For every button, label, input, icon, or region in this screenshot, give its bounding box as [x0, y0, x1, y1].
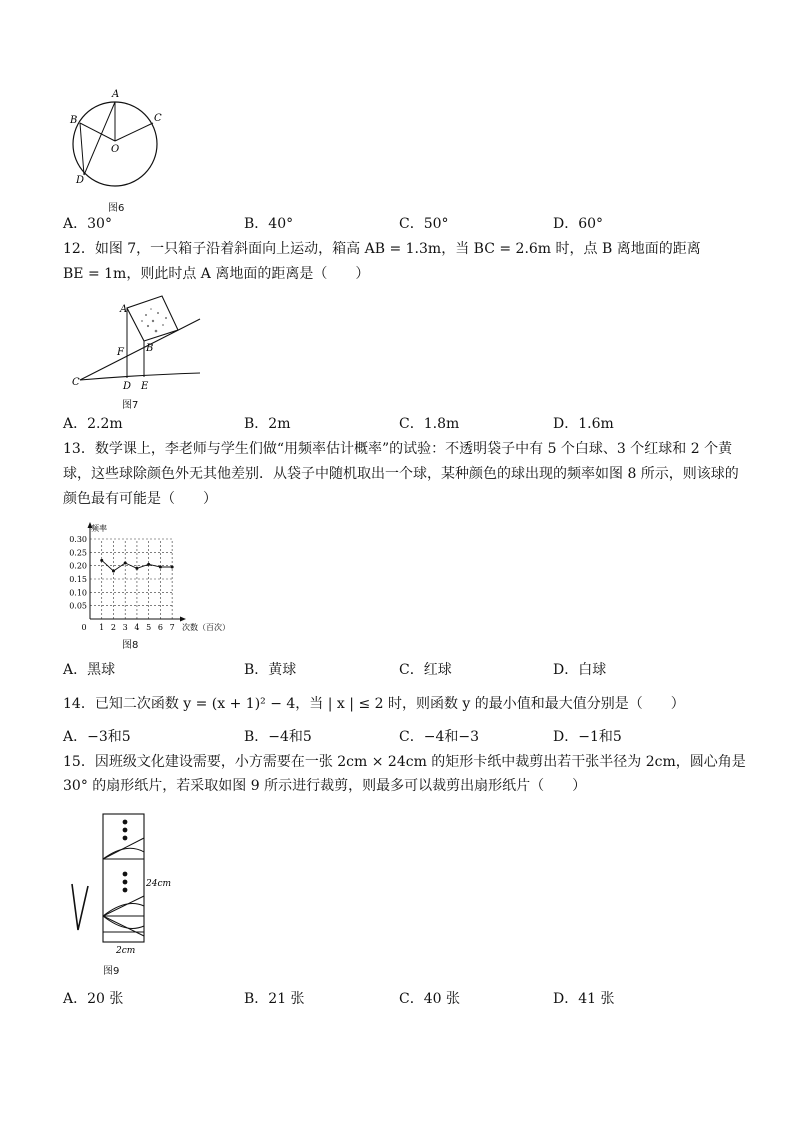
- fig9-caption: 图9: [103, 966, 120, 977]
- q12-option-b[interactable]: B．2m: [244, 416, 291, 432]
- q15-option-b[interactable]: B．21 张: [244, 991, 305, 1007]
- chart-y-tick-label: 0.15: [69, 575, 87, 584]
- q12-option-d[interactable]: D．1.6m: [553, 416, 614, 432]
- q11-option-c[interactable]: C．50°: [399, 216, 449, 232]
- q14-option-a[interactable]: A．−3和5: [63, 729, 131, 745]
- fig6-caption: 图6: [108, 203, 125, 214]
- q14-text: 14．已知二次函数 y = (x + 1)² − 4，当 | x | ≤ 2 时，则函数 y 的最小值和最大值分别是（ ）: [63, 696, 685, 712]
- fig7-label-f: F: [117, 347, 124, 358]
- chart-data-point: [135, 567, 138, 570]
- q13-option-b[interactable]: B．黄球: [244, 662, 297, 678]
- q13-text-line2: 球，这些球除颜色外无其他差别．从袋子中随机取出一个球，某种颜色的球出现的频率如图 8 所示，则该球的: [63, 466, 739, 482]
- chart-data-point: [159, 566, 162, 569]
- fig9-label-height: 24cm: [146, 879, 172, 889]
- q14-option-d[interactable]: D．−1和5: [553, 729, 622, 745]
- figure-7-slope-box: [68, 293, 208, 403]
- q13-option-a[interactable]: A．黑球: [63, 662, 116, 678]
- figure-8-frequency-chart: [60, 522, 250, 637]
- figure-9-card-cutting: [68, 812, 188, 972]
- chart-x-tick-label: 0: [81, 623, 87, 632]
- chart-y-tick-label: 0.10: [69, 588, 87, 598]
- fig7-caption: 图7: [122, 400, 139, 411]
- fig7-label-a: A: [120, 304, 128, 315]
- q12-text-line2: BE = 1m，则此时点 A 离地面的距离是（ ）: [63, 266, 370, 282]
- chart-x-tick-label: 6: [157, 623, 163, 632]
- fig9-label-width: 2cm: [116, 946, 136, 956]
- q14-option-b[interactable]: B．−4和5: [244, 729, 312, 745]
- q12-option-c[interactable]: C．1.8m: [399, 416, 460, 432]
- chart-data-point: [147, 563, 150, 566]
- chart-x-tick-label: 2: [110, 623, 117, 632]
- chart-y-tick-label: 0.30: [69, 535, 87, 544]
- q15-option-a[interactable]: A．20 张: [63, 991, 124, 1007]
- fig6-label-d: D: [76, 175, 85, 186]
- q13-text-line1: 13．数学课上，李老师与学生们做“用频率估计概率”的试验：不透明袋子中有 5 个白球、3 个红球和 2 个黄: [63, 441, 733, 457]
- fig7-label-e: E: [141, 381, 149, 392]
- fig7-label-d: D: [123, 381, 132, 392]
- figure-6-circle: [60, 85, 170, 205]
- q13-text-line3: 颜色最有可能是（ ）: [63, 491, 217, 507]
- q15-text-line1: 15．因班级文化建设需要，小方需要在一张 2cm × 24cm 的矩形卡纸中裁剪出若干张半径为 2cm，圆心角是: [63, 754, 746, 770]
- q15-option-d[interactable]: D．41 张: [553, 991, 615, 1007]
- chart-data-point: [124, 562, 127, 565]
- fig6-label-a: A: [112, 89, 120, 100]
- chart-data-point: [171, 566, 174, 569]
- chart-y-tick-label: 0.20: [69, 561, 87, 571]
- fig6-label-o: O: [111, 144, 120, 155]
- chart-x-tick-label: 1: [99, 623, 105, 632]
- q11-option-d[interactable]: D．60°: [553, 216, 604, 232]
- chart-x-tick-label: 7: [169, 623, 175, 632]
- q15-text-line2: 30° 的扇形纸片，若采取如图 9 所示进行裁剪，则最多可以裁剪出扇形纸片（ ）: [63, 778, 587, 794]
- q12-option-a[interactable]: A．2.2m: [63, 416, 123, 432]
- q13-option-d[interactable]: D．白球: [553, 662, 607, 678]
- fig6-label-c: C: [154, 113, 162, 124]
- chart-data-point: [100, 559, 103, 562]
- q15-option-c[interactable]: C．40 张: [399, 991, 460, 1007]
- chart-x-tick-label: 3: [122, 623, 128, 632]
- fig8-caption: 图8: [122, 640, 139, 651]
- chart-y-tick-label: 0.25: [69, 548, 87, 558]
- q11-option-a[interactable]: A．30°: [63, 216, 112, 232]
- fig7-label-c: C: [72, 377, 80, 388]
- chart-x-tick-label: 4: [134, 623, 140, 632]
- chart-data-point: [112, 570, 115, 573]
- q11-option-b[interactable]: B．40°: [244, 216, 294, 232]
- q14-option-c[interactable]: C．−4和−3: [399, 729, 479, 745]
- chart-x-arrow: [180, 617, 186, 622]
- chart-y-axis-label: 频率: [91, 524, 107, 533]
- fig7-label-b: B: [146, 343, 154, 354]
- chart-x-axis-label: 次数（百次）: [182, 623, 230, 632]
- fig6-label-b: B: [70, 115, 78, 126]
- q13-option-c[interactable]: C．红球: [399, 662, 452, 678]
- chart-y-tick-label: 0.05: [69, 601, 87, 611]
- q12-text-line1: 12．如图 7，一只箱子沿着斜面向上运动，箱高 AB = 1.3m，当 BC = 2.6m 时，点 B 离地面的距离: [63, 241, 701, 257]
- chart-x-tick-label: 5: [146, 623, 152, 632]
